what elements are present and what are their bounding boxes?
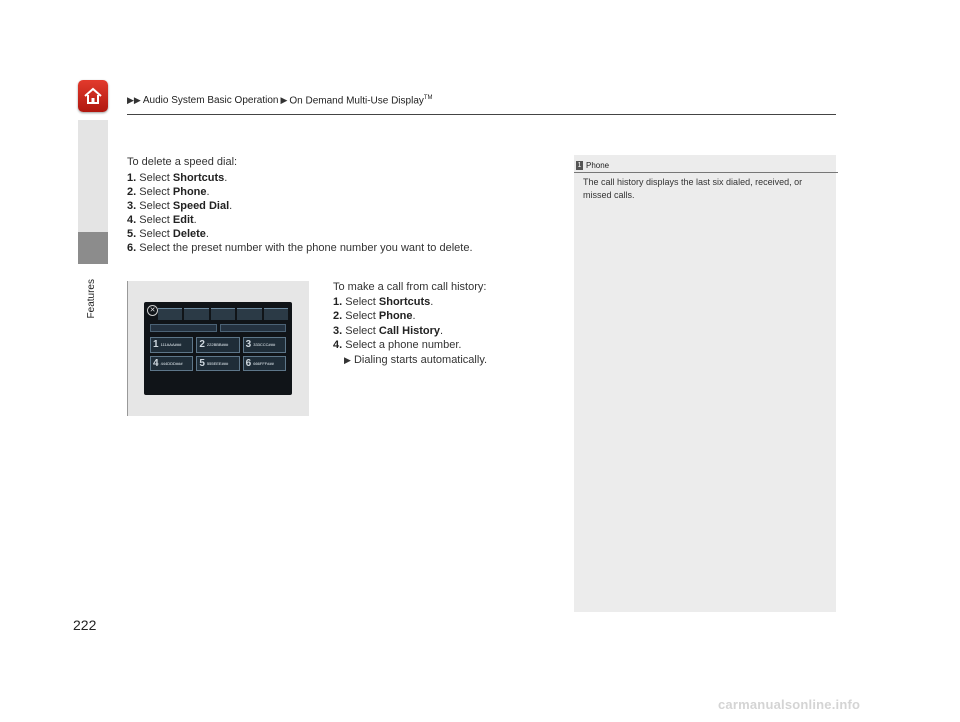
screen-mode-button [150,324,217,332]
step: 4. Select Edit. [127,214,197,226]
screen-tab [184,308,208,320]
watermark: carmanualsonline.info [718,697,861,712]
screen-tab [158,308,182,320]
header-rule [127,114,836,115]
speed-dial-button: 1 111AAA### [150,337,193,353]
speed-dial-button: 4 444DDD### [150,356,193,372]
step: 3. Select Call History. [333,324,444,337]
breadcrumb [127,95,433,106]
note-header [574,158,838,173]
home-button[interactable] [78,80,108,112]
double-arrow-icon: ▶▶ [127,95,141,106]
speed-dial-grid [150,337,286,371]
step: 4. Select a phone number. [333,339,462,351]
note-body: The call history displays the last six dialed, received, or missed calls. [583,177,803,200]
result-arrow-icon: ▶ [344,354,351,365]
call-result: ▶ Dialing starts automatically. [344,353,488,366]
delete-speed-dial-section [127,155,567,255]
side-tab-top [78,120,108,232]
arrow-icon: ▶ [280,95,288,106]
call-steps [333,295,563,353]
speed-dial-button: 5 555EEE### [196,356,239,372]
home-icon [83,86,103,106]
section-label: Features [86,279,97,319]
screen-tabs [158,308,288,320]
delete-steps [127,171,567,255]
screen-mode-row [150,324,286,332]
step: 3. Select Speed Dial. [127,200,233,212]
call-history-section [333,280,563,367]
step: 2. Select Phone. [127,186,210,198]
note-marker-icon: 1 [577,161,582,169]
screen-tab [237,308,261,320]
speed-dial-button: 6 666FFF### [243,356,286,372]
delete-intro: To delete a speed dial: [127,156,238,168]
speed-dial-button: 3 333CCC### [243,337,286,353]
side-tab-active[interactable] [78,232,108,264]
side-tab-bottom [78,264,108,704]
phone-screen [144,302,292,395]
call-intro: To make a call from call history: [333,281,487,293]
page-number: 222 [73,617,97,633]
screen-tab [264,308,288,320]
phone-note-panel [574,155,836,612]
speed-dial-button: 2 222BBB### [196,337,239,353]
screen-mode-button [220,324,287,332]
step: 6. Select the preset number with the phone number you want to delete. [127,242,473,254]
close-icon: ✕ [147,305,158,316]
step: 1. Select Shortcuts. [127,172,228,184]
step: 2. Select Phone. [333,310,416,322]
note-title: Phone [586,160,610,170]
step: 1. Select Shortcuts. [333,295,434,308]
step: 5. Select Delete. [127,228,209,240]
display-screenshot [127,281,309,416]
breadcrumb-link-display[interactable]: On Demand Multi-Use Display™ [289,95,433,107]
breadcrumb-link-audio[interactable]: Audio System Basic Operation [142,95,279,107]
screen-tab [211,308,235,320]
